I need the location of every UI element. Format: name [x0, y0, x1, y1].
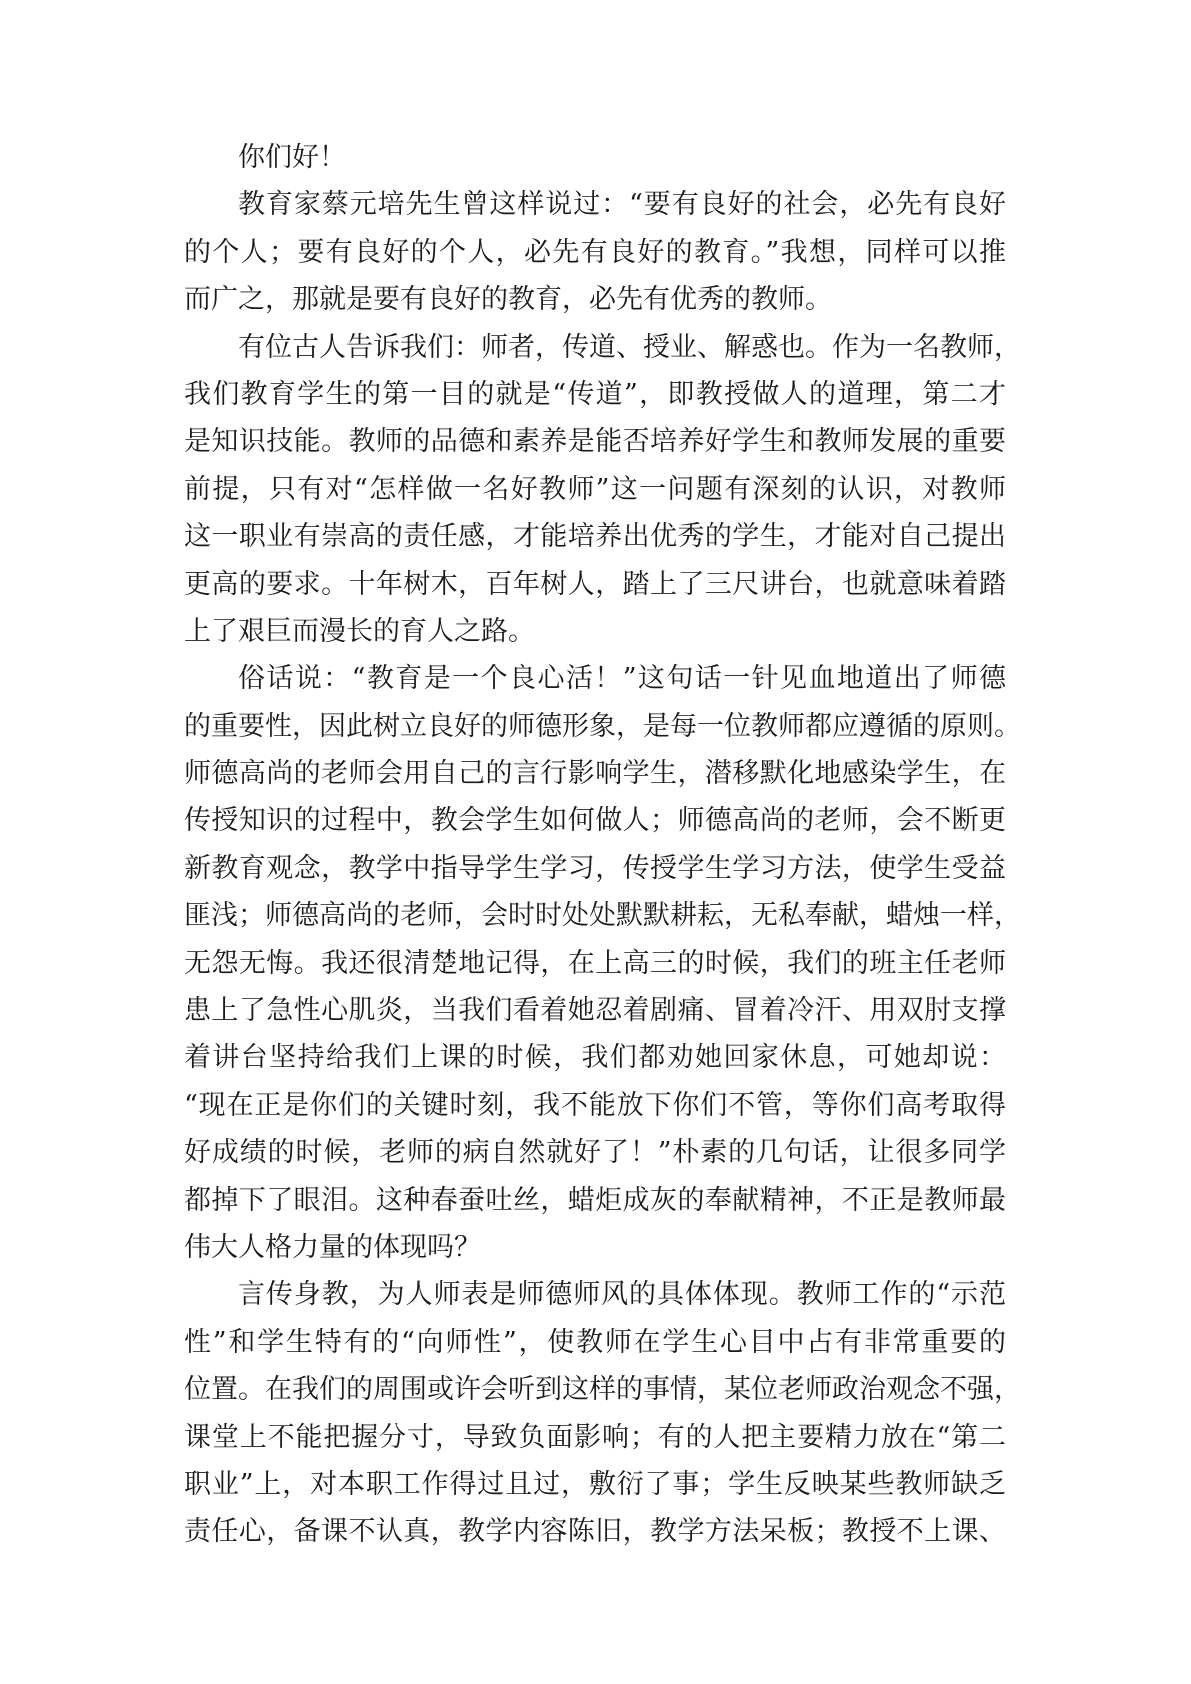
paragraph-line: 着讲台坚持给我们上课的时候，我们都劝她回家休息，可她却说： — [184, 1042, 1006, 1074]
paragraph-line: 俗话说：“教育是一个良心活！”这句话一针见血地道出了师德 — [238, 663, 1006, 695]
paragraph-line: 新教育观念，教学中指导学生学习，传授学生学习方法，使学生受益 — [184, 852, 1006, 884]
paragraph-line: 前提，只有对“怎样做一名好教师”这一问题有深刻的认识，对教师 — [184, 473, 1006, 505]
paragraph-line: 更高的要求。十年树木，百年树人，踏上了三尺讲台，也就意味着踏 — [184, 568, 1006, 600]
greeting-line: 你们好！ — [238, 142, 346, 173]
paragraph-line: 言传身教，为人师表是师德师风的具体体现。教师工作的“示范 — [238, 1279, 1006, 1311]
paragraph-line: 责任心，备课不认真，教学内容陈旧，教学方法呆板；教授不上课、 — [184, 1516, 1006, 1548]
paragraph-line: 教育家蔡元培先生曾这样说过：“要有良好的社会，必先有良好 — [238, 189, 1006, 221]
paragraph-line: 职业”上，对本职工作得过且过，敷衍了事；学生反映某些教师缺乏 — [184, 1468, 1006, 1500]
paragraph-line: 的重要性，因此树立良好的师德形象，是每一位教师都应遵循的原则。 — [184, 710, 1021, 742]
paragraph-line: 是知识技能。教师的品德和素养是能否培养好学生和教师发展的重要 — [184, 426, 1006, 458]
paragraph-line: 匪浅；师德高尚的老师，会时时处处默默耕耘，无私奉献，蜡烛一样， — [184, 900, 1021, 932]
paragraph-line: 上了艰巨而漫长的育人之路。 — [184, 615, 535, 647]
speech-body — [184, 134, 1021, 1556]
paragraph-line: 这一职业有崇高的责任感，才能培养出优秀的学生，才能对自己提出 — [184, 521, 1006, 553]
paragraph-line: 患上了急性心肌炎，当我们看着她忍着剧痛、冒着冷汗、用双肘支撑 — [184, 995, 1006, 1027]
paragraph-line: 好成绩的时候，老师的病自然就好了！”朴素的几句话，让很多同学 — [184, 1137, 1006, 1169]
paragraph-line: 我们教育学生的第一目的就是“传道”，即教授做人的道理，第二才 — [184, 378, 1006, 410]
paragraph-line: 传授知识的过程中，教会学生如何做人；师德高尚的老师，会不断更 — [184, 805, 1006, 837]
paragraph-line: 伟大人格力量的体现吗？ — [184, 1231, 481, 1263]
paragraph-line: 有位古人告诉我们：师者，传道、授业、解惑也。作为一名教师， — [238, 331, 1021, 363]
paragraph-line: 而广之，那就是要有良好的教育，必先有优秀的教师。 — [184, 284, 832, 316]
paragraph-line: 的个人；要有良好的个人，必先有良好的教育。”我想，同样可以推 — [184, 236, 1006, 268]
paragraph-line: 无怨无悔。我还很清楚地记得，在上高三的时候，我们的班主任老师 — [184, 947, 1006, 979]
paragraph-line: 性”和学生特有的“向师性”，使教师在学生心目中占有非常重要的 — [184, 1326, 1006, 1358]
paragraph-line: “现在正是你们的关键时刻，我不能放下你们不管，等你们高考取得 — [184, 1089, 1006, 1121]
paragraph-line: 课堂上不能把握分寸，导致负面影响；有的人把主要精力放在“第二 — [184, 1421, 1006, 1453]
paragraph-line: 位置。在我们的周围或许会听到这样的事情，某位老师政治观念不强， — [184, 1374, 1021, 1406]
paragraph-line: 师德高尚的老师会用自己的言行影响学生，潜移默化地感染学生，在 — [184, 758, 1006, 790]
paragraph-line: 都掉下了眼泪。这种春蚕吐丝，蜡炬成灰的奉献精神，不正是教师最 — [184, 1184, 1006, 1216]
